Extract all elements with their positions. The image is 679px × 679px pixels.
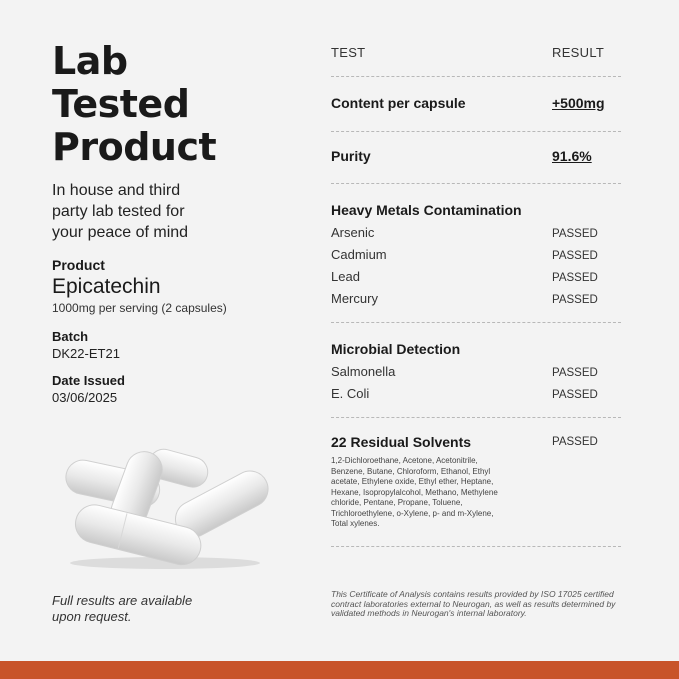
test-name: Lead bbox=[331, 269, 360, 284]
test-name: E. Coli bbox=[331, 386, 370, 401]
test-result: PASSED bbox=[552, 228, 598, 240]
subtitle bbox=[52, 180, 302, 243]
divider bbox=[331, 322, 621, 323]
subtitle-line-1: In house and third bbox=[52, 182, 181, 199]
table-row bbox=[331, 244, 621, 266]
page-title bbox=[52, 40, 302, 169]
full-results-note bbox=[52, 593, 252, 625]
microbial-list bbox=[331, 361, 621, 405]
microbial-title: Microbial Detection bbox=[331, 341, 461, 357]
divider bbox=[331, 417, 621, 418]
table-row bbox=[331, 288, 621, 310]
solvents-list: 1,2-Dichloroethane, Acetone, Acetonitrile, Benzene, Butane, Chloroform, Ethanol, Ethyl acetate, Ethylene oxide, Ethyl ether, Heptane, Hexane, Isopropylalcohol, Methano, Methylene chloride, Pentane, Propane, Toluene, Trichloroethylene, o-Xylene, p- and m-Xylene, Total xylenes. bbox=[331, 456, 498, 528]
product-serving: 1000mg per serving (2 capsules) bbox=[52, 301, 227, 315]
note-line-2: upon request. bbox=[52, 609, 132, 624]
test-name: Arsenic bbox=[331, 225, 375, 240]
content-per-capsule-row bbox=[331, 95, 621, 115]
solvents-title: 22 Residual Solvents bbox=[331, 434, 472, 450]
divider bbox=[331, 76, 621, 77]
product-name: Epicatechin bbox=[52, 275, 161, 298]
title-line-2: Tested bbox=[52, 82, 190, 126]
col-test-header: TEST bbox=[331, 45, 366, 60]
table-row bbox=[331, 266, 621, 288]
product-block bbox=[52, 257, 302, 315]
date-issued-label: Date Issued bbox=[52, 373, 125, 388]
note-line-1: Full results are available bbox=[52, 593, 193, 608]
batch-value: DK22-ET21 bbox=[52, 346, 120, 361]
date-issued-value: 03/06/2025 bbox=[52, 390, 118, 405]
table-row bbox=[331, 383, 621, 405]
divider bbox=[331, 131, 621, 132]
results-table bbox=[331, 45, 621, 547]
title-line-1: Lab bbox=[52, 39, 128, 83]
test-result: PASSED bbox=[552, 367, 598, 379]
test-result: PASSED bbox=[552, 272, 598, 284]
disclaimer: This Certificate of Analysis contains results provided by ISO 17025 certified contract laboratories external to Neurogan, as well as results determined by validated methods in Neurogan's internal laboratory. bbox=[331, 589, 616, 618]
capsules-illustration bbox=[60, 445, 270, 570]
product-label: Product bbox=[52, 257, 105, 273]
test-name: Salmonella bbox=[331, 364, 396, 379]
test-result: PASSED bbox=[552, 389, 598, 401]
purity-label: Purity bbox=[331, 148, 371, 164]
batch-block bbox=[52, 329, 302, 361]
accent-bar bbox=[0, 661, 679, 679]
table-row bbox=[331, 361, 621, 383]
subtitle-line-3: your peace of mind bbox=[52, 224, 189, 241]
heavy-metals-list bbox=[331, 222, 621, 310]
divider bbox=[331, 546, 621, 547]
content-per-capsule-label: Content per capsule bbox=[331, 95, 466, 111]
purity-row bbox=[331, 148, 621, 168]
title-line-3: Product bbox=[52, 125, 217, 169]
content-per-capsule-value: +500mg bbox=[552, 95, 605, 111]
purity-value: 91.6% bbox=[552, 148, 592, 164]
test-name: Cadmium bbox=[331, 247, 387, 262]
solvents-row bbox=[331, 434, 621, 450]
test-result: PASSED bbox=[552, 294, 598, 306]
subtitle-line-2: party lab tested for bbox=[52, 203, 185, 220]
batch-label: Batch bbox=[52, 329, 89, 344]
table-row bbox=[331, 222, 621, 244]
test-name: Mercury bbox=[331, 291, 378, 306]
divider bbox=[331, 183, 621, 184]
heavy-metals-title: Heavy Metals Contamination bbox=[331, 202, 522, 218]
col-result-header: RESULT bbox=[552, 45, 605, 60]
table-header bbox=[331, 45, 621, 65]
solvents-result: PASSED bbox=[552, 436, 598, 448]
date-block bbox=[52, 373, 302, 405]
test-result: PASSED bbox=[552, 250, 598, 262]
left-column bbox=[52, 40, 302, 405]
